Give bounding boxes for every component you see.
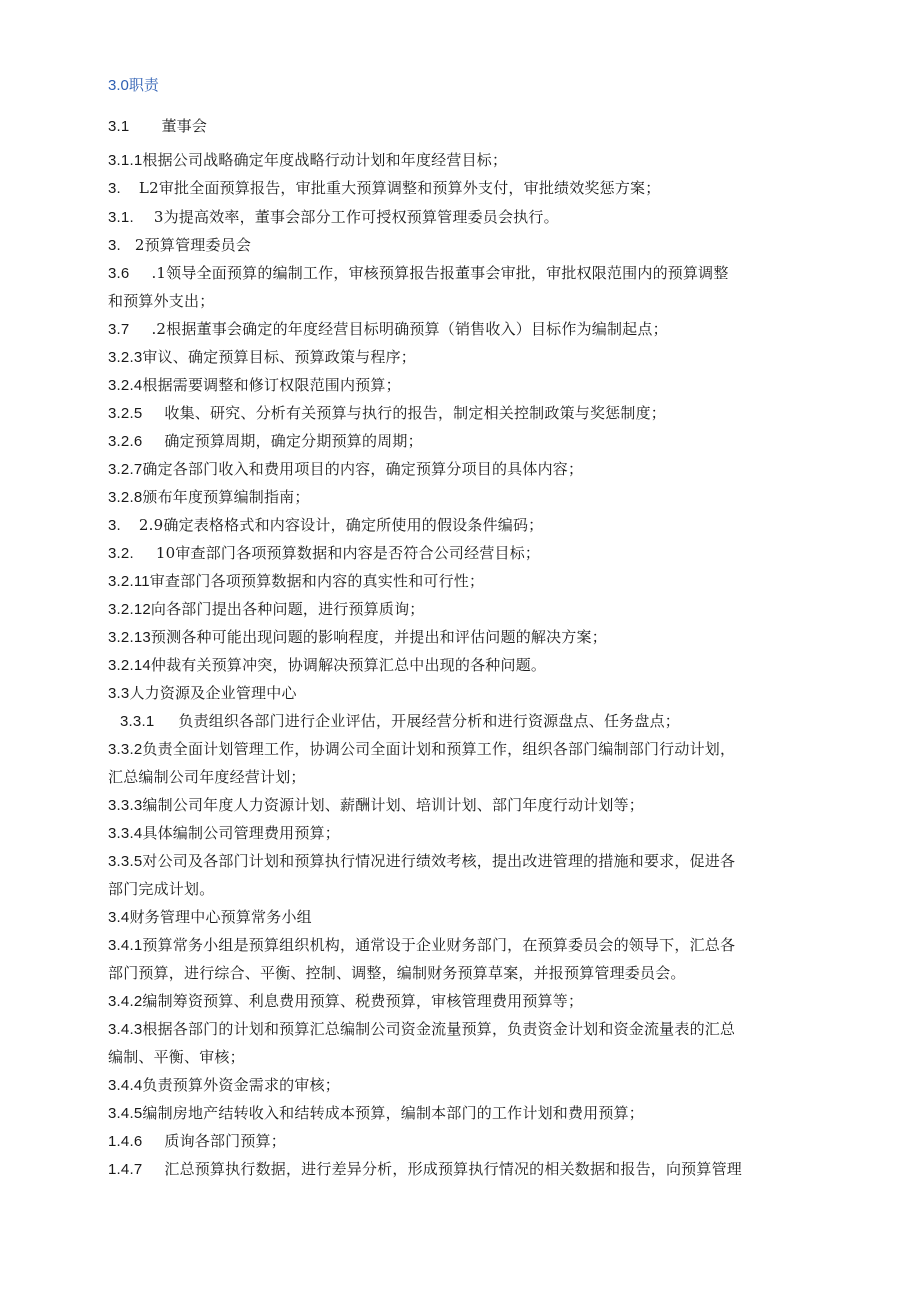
clause-number: 1.4.7 — [108, 1161, 143, 1178]
clause-text: .2根据董事会确定的年度经营目标明确预算（销售收入）目标作为编制起点； — [151, 320, 668, 338]
clause-number: 3. — [108, 237, 121, 254]
clause-text: 部门预算，进行综合、平衡、控制、调整，编制财务预算草案，并报预算管理委员会。 — [108, 964, 686, 982]
clause-number: 3.2.5 — [108, 405, 143, 422]
clause-number: 3.4.3 — [108, 1021, 143, 1038]
clause-line — [108, 627, 607, 648]
clause-line — [108, 683, 297, 704]
clause-number: 3.3 — [108, 685, 130, 702]
clause-line — [108, 1019, 735, 1040]
clause-number: 3.2.13 — [108, 629, 151, 646]
clause-text: 对公司及各部门计划和预算执行情况进行绩效考核，提出改进管理的措施和要求，促进各 — [142, 852, 736, 870]
clause-number: 3.2.8 — [108, 489, 143, 506]
clause-line — [108, 935, 735, 956]
clause-text: 2预算管理委员会 — [134, 236, 252, 254]
clause-continuation — [108, 1047, 245, 1067]
clause-text: 编制筹资预算、利息费用预算、税费预算，审核管理费用预算等； — [142, 992, 584, 1010]
clause-text: 根据各部门的计划和预算汇总编制公司资金流量预算，负责资金计划和资金流量表的汇总 — [142, 1020, 736, 1038]
section-heading-text: 3.0职责 — [108, 77, 159, 94]
clause-line — [108, 319, 668, 340]
clause-number: 3.1. — [108, 209, 134, 226]
clause-line — [108, 1159, 742, 1180]
clause-line — [108, 823, 340, 844]
clause-number: 3.3.5 — [108, 853, 143, 870]
clause-text: 收集、研究、分析有关预算与执行的报告，制定相关控制政策与奖惩制度； — [164, 404, 666, 422]
clause-text: 3为提高效率，董事会部分工作可授权预算管理委员会执行。 — [153, 208, 559, 226]
clause-number: 1.4.6 — [108, 1133, 143, 1150]
clause-number: 3. — [108, 180, 121, 197]
clause-text: 和预算外支出； — [108, 292, 215, 310]
clause-text: 汇总预算执行数据，进行差异分析，形成预算执行情况的相关数据和报告，向预算管理 — [164, 1160, 742, 1178]
clause-text: 向各部门提出各种问题，进行预算质询； — [150, 600, 425, 618]
clause-line — [108, 599, 425, 620]
clause-number: 3.2.3 — [108, 349, 143, 366]
clause-line — [108, 571, 484, 592]
clause-text: 审查部门各项预算数据和内容的真实性和可行性； — [149, 572, 485, 590]
clause-text: 董事会 — [161, 117, 208, 135]
clause-number: 3.4.1 — [108, 937, 143, 954]
clause-number: 3.4.4 — [108, 1077, 143, 1094]
clause-text: 编制、平衡、审核； — [108, 1048, 245, 1066]
clause-line — [108, 851, 735, 872]
clause-number: 3.2.11 — [108, 573, 150, 590]
clause-text: 根据公司战略确定年度战略行动计划和年度经营目标； — [142, 151, 508, 169]
clause-line — [108, 431, 423, 452]
clause-line — [108, 655, 546, 676]
clause-line — [108, 739, 735, 760]
clause-continuation — [108, 963, 686, 983]
clause-text: 预算常务小组是预算组织机构，通常设于企业财务部门，在预算委员会的领导下，汇总各 — [142, 936, 736, 954]
clause-text: 负责全面计划管理工作，协调公司全面计划和预算工作，组织各部门编制部门行动计划， — [142, 740, 736, 758]
clause-text: 负责预算外资金需求的审核； — [142, 1076, 340, 1094]
clause-number: 3.4.2 — [108, 993, 143, 1010]
clause-number: 3.3.1 — [120, 713, 155, 730]
clause-text: 审议、确定预算目标、预算政策与程序； — [142, 348, 416, 366]
clause-line — [108, 150, 507, 171]
clause-text: .1领导全面预算的编制工作，审核预算报告报董事会审批，审批权限范围内的预算调整 — [151, 264, 729, 282]
clause-text: 人力资源及企业管理中心 — [129, 684, 297, 702]
clause-number: 3.4.5 — [108, 1105, 143, 1122]
clause-continuation — [108, 879, 214, 899]
clause-text: 确定各部门收入和费用项目的内容，确定预算分项目的具体内容； — [142, 460, 584, 478]
clause-text: 负责组织各部门进行企业评估，开展经营分析和进行资源盘点、任务盘点； — [178, 712, 680, 730]
clause-text: 汇总编制公司年度经营计划； — [108, 768, 306, 786]
clause-continuation — [108, 767, 306, 787]
clause-text: L2审批全面预算报告，审批重大预算调整和预算外支付，审批绩效奖惩方案； — [138, 179, 661, 197]
clause-text: 编制公司年度人力资源计划、薪酬计划、培训计划、部门年度行动计划等； — [142, 796, 644, 814]
clause-text: 10审查部门各项预算数据和内容是否符合公司经营目标； — [155, 544, 541, 562]
clause-number: 3.1.1 — [108, 152, 143, 169]
clause-text: 预测各种可能出现问题的影响程度，并提出和评估问题的解决方案； — [150, 628, 607, 646]
clause-line — [108, 207, 559, 228]
clause-line — [108, 515, 543, 536]
clause-continuation — [108, 291, 214, 311]
clause-line — [108, 487, 310, 508]
clause-line — [108, 991, 583, 1012]
clause-line — [108, 543, 540, 564]
section-heading — [108, 75, 159, 96]
clause-line — [108, 403, 666, 424]
clause-line — [108, 116, 207, 137]
clause-text: 2.9确定表格格式和内容设计，确定所使用的假设条件编码； — [138, 516, 544, 534]
clause-number: 3. — [108, 517, 121, 534]
clause-line — [108, 375, 401, 396]
clause-text: 仲裁有关预算冲突，协调解决预算汇总中出现的各种问题。 — [150, 656, 547, 674]
clause-line — [108, 1075, 340, 1096]
clause-number: 3.2.14 — [108, 657, 151, 674]
clause-text: 根据需要调整和修订权限范围内预算； — [142, 376, 401, 394]
clause-number: 3.2.4 — [108, 377, 143, 394]
clause-number: 3.2.7 — [108, 461, 143, 478]
clause-number: 3.3.3 — [108, 797, 143, 814]
clause-number: 3.4 — [108, 909, 130, 926]
clause-line — [108, 263, 729, 284]
clause-number: 3.7 — [108, 321, 130, 338]
clause-line — [108, 795, 644, 816]
clause-number: 3.2.6 — [108, 433, 143, 450]
clause-number: 3.3.4 — [108, 825, 143, 842]
clause-line — [120, 711, 680, 732]
clause-line — [108, 907, 312, 928]
clause-text: 财务管理中心预算常务小组 — [129, 908, 312, 926]
clause-line — [108, 1103, 644, 1124]
clause-number: 3.1 — [108, 118, 130, 135]
clause-text: 颁布年度预算编制指南； — [142, 488, 310, 506]
clause-line — [108, 459, 583, 480]
clause-text: 具体编制公司管理费用预算； — [142, 824, 340, 842]
clause-line — [108, 347, 416, 368]
clause-text: 编制房地产结转收入和结转成本预算，编制本部门的工作计划和费用预算； — [142, 1104, 644, 1122]
clause-text: 确定预算周期，确定分期预算的周期； — [164, 432, 423, 450]
clause-line — [108, 1131, 286, 1152]
clause-number: 3.2.12 — [108, 601, 151, 618]
clause-line — [108, 235, 251, 256]
clause-text: 部门完成计划。 — [108, 880, 215, 898]
clause-number: 3.3.2 — [108, 741, 143, 758]
clause-number: 3.6 — [108, 265, 130, 282]
clause-line — [108, 178, 660, 199]
clause-text: 质询各部门预算； — [164, 1132, 286, 1150]
clause-number: 3.2. — [108, 545, 134, 562]
